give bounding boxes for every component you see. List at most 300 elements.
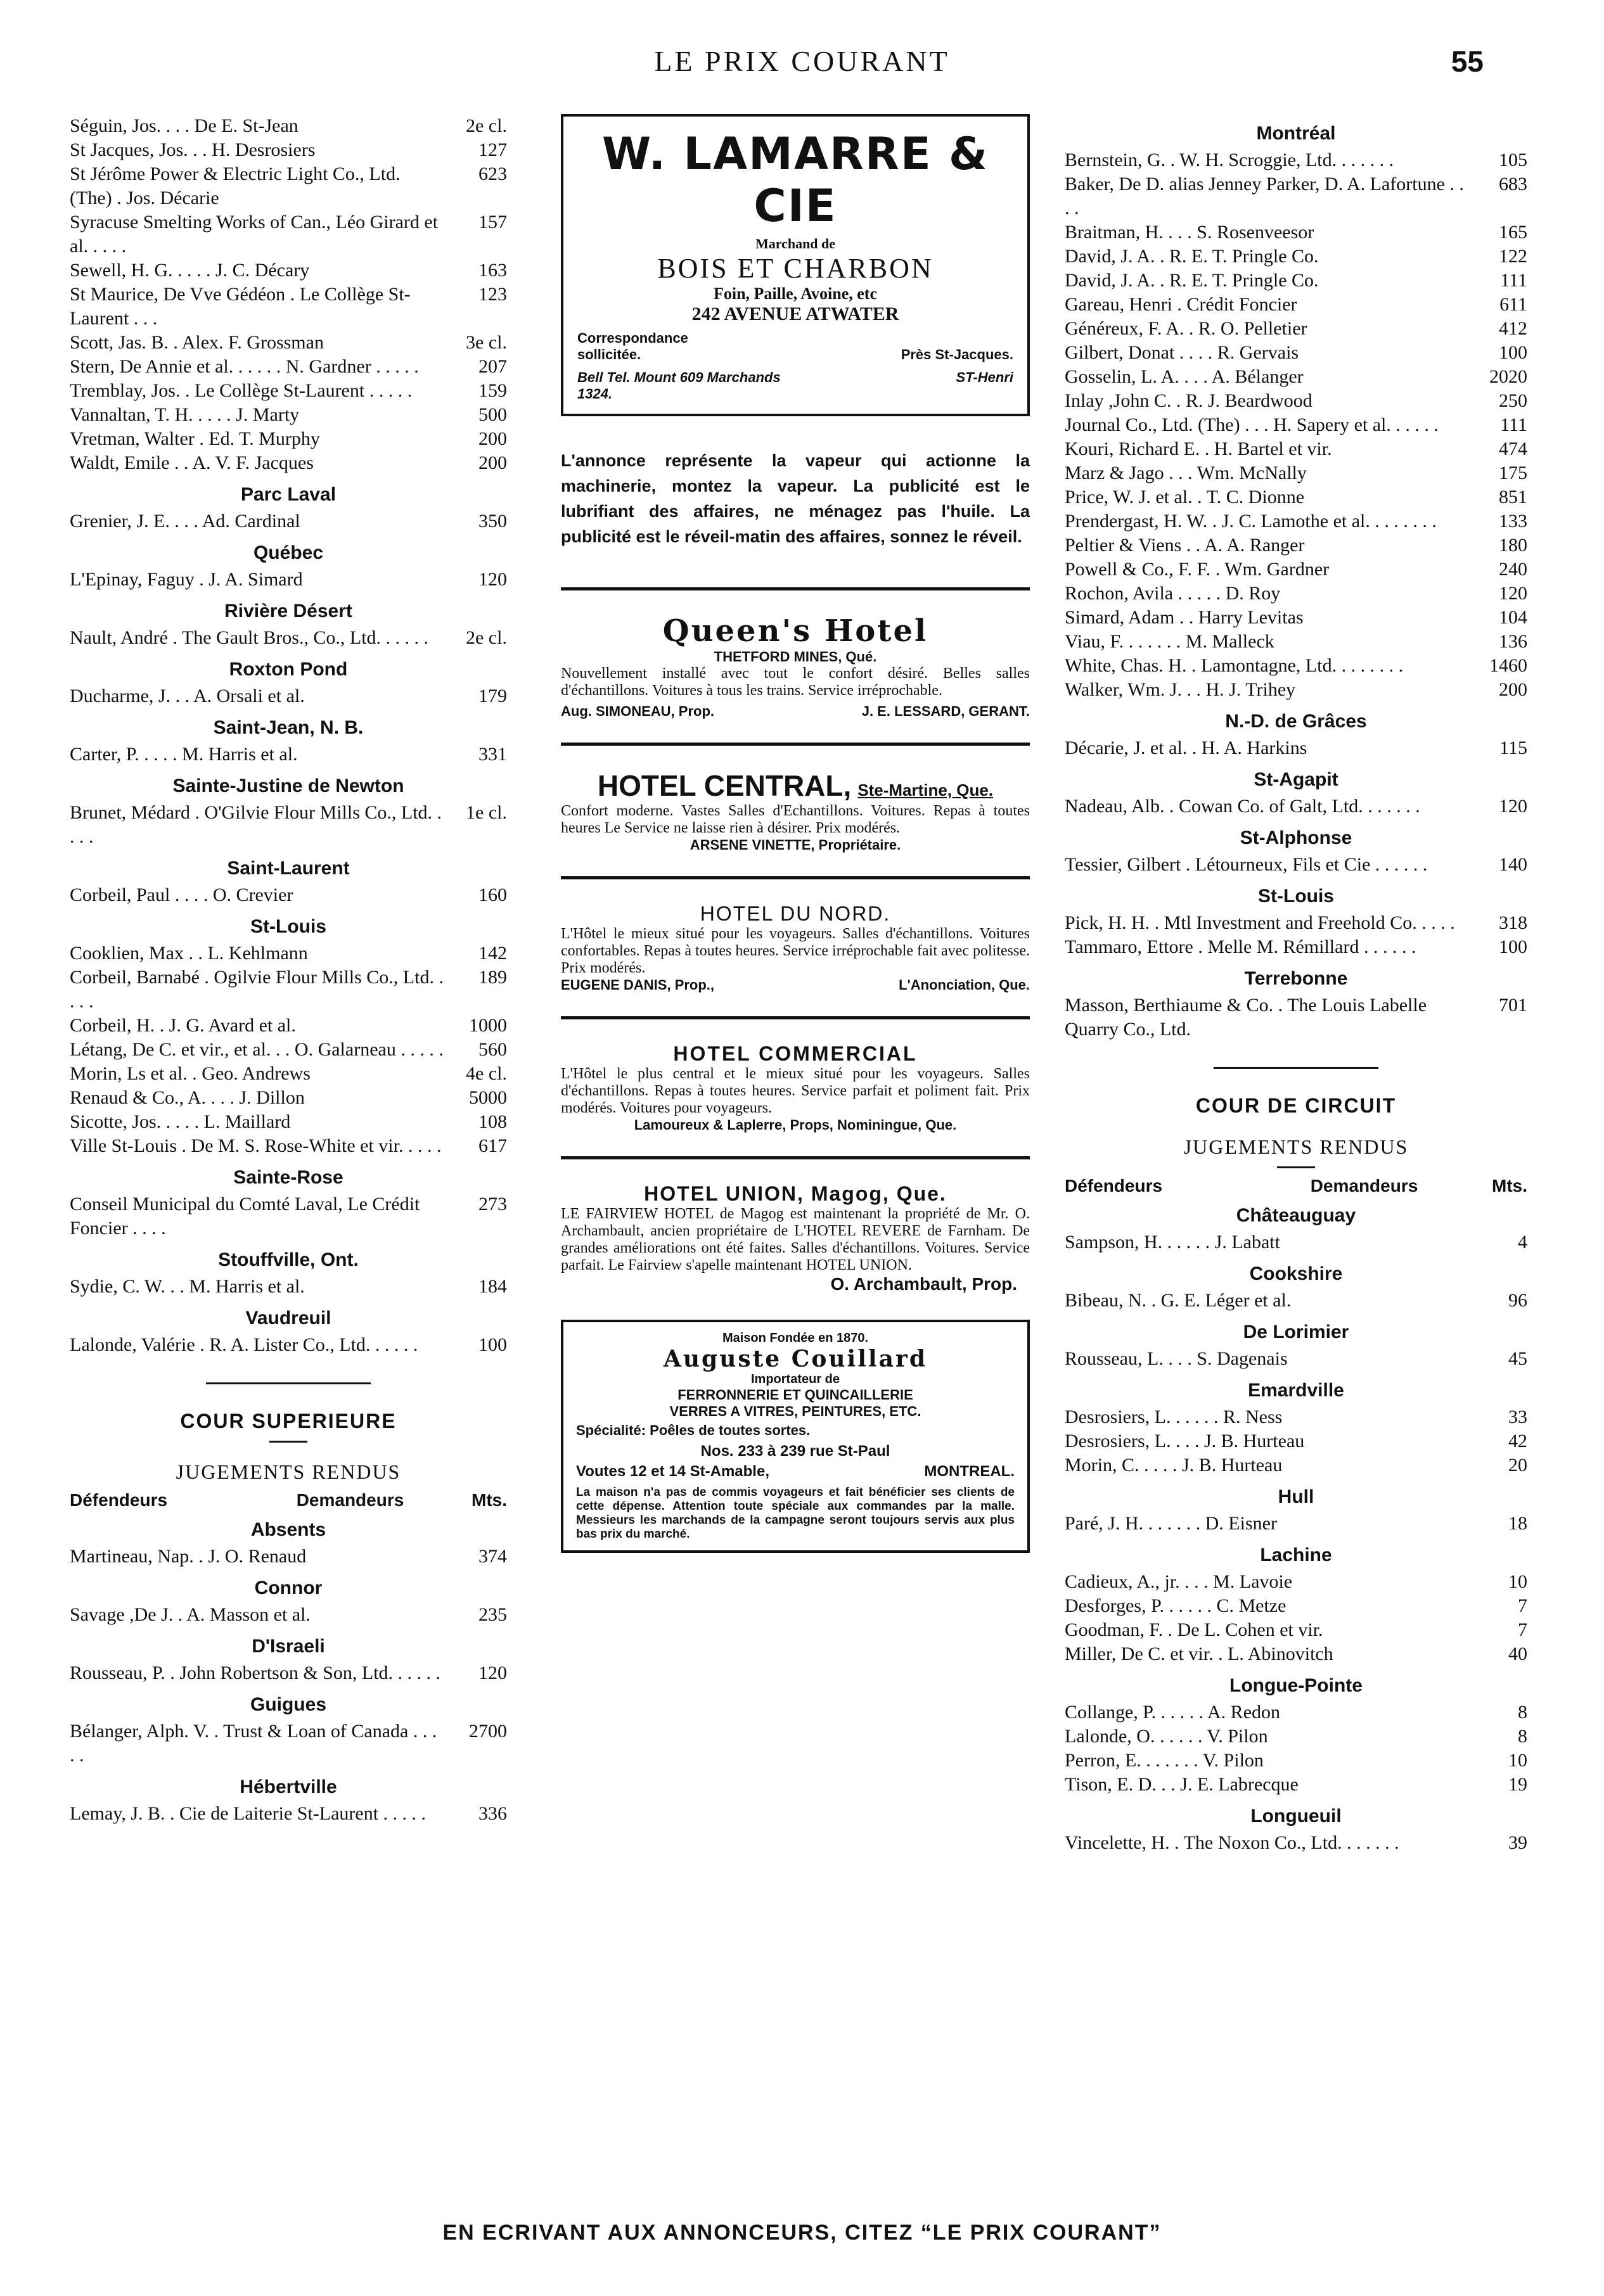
entry-parties: Lemay, J. B. . Cie de Laiterie St-Laurent . . . . .: [70, 1803, 427, 1824]
judgment-entry: [70, 114, 507, 138]
entry-amount: 4e cl.: [466, 1063, 507, 1084]
section-divider: [206, 1382, 371, 1384]
judgment-entry: [70, 1192, 507, 1240]
ad-hotel-union: [561, 1182, 1030, 1294]
entry-parties: Sampson, H. . . . . . J. Labatt: [1065, 1232, 1280, 1253]
entry-parties: Powell & Co., F. F. . Wm. Gardner: [1065, 559, 1330, 580]
entry-amount: 120: [1499, 796, 1527, 817]
entry-parties: Kouri, Richard E. . H. Bartel et vir.: [1065, 438, 1332, 459]
ad-hotel-commercial: [561, 1042, 1030, 1133]
section-divider: [1214, 1067, 1378, 1069]
judgment-entry: [70, 626, 507, 650]
entry-amount: 120: [478, 569, 507, 590]
lamarre-line1: Marchand de: [755, 236, 836, 252]
entry-amount: 560: [478, 1039, 507, 1060]
commercial-name: HOTEL COMMERCIAL: [673, 1042, 918, 1065]
entry-parties: Sydie, C. W. . . M. Harris et al.: [70, 1276, 305, 1297]
entry-parties: Marz & Jago . . . Wm. McNally: [1065, 462, 1307, 483]
place-heading: Vaudreuil: [245, 1308, 331, 1329]
judgment-entry: [1065, 853, 1527, 877]
central-place: Ste-Martine, Que.: [857, 781, 994, 800]
judgment-entry: [70, 162, 507, 210]
entry-parties: Simard, Adam . . Harry Levitas: [1065, 607, 1304, 628]
place-heading: Roxton Pond: [229, 659, 348, 680]
entry-amount: 207: [478, 356, 507, 377]
judgment-entry: [1065, 317, 1527, 341]
judgment-entry: [1065, 582, 1527, 606]
lamarre-line2: BOIS ET CHARBON: [657, 253, 934, 284]
entry-amount: 189: [478, 967, 507, 988]
judgment-entry: [1065, 606, 1527, 630]
judgment-entry: [1065, 293, 1527, 317]
judgment-entry: [1065, 172, 1527, 220]
place-heading: Connor: [254, 1578, 323, 1598]
judgment-entry: [1065, 1289, 1527, 1313]
entry-amount: 33: [1508, 1406, 1527, 1427]
entry-amount: 140: [1499, 854, 1527, 875]
judgment-entry: [70, 966, 507, 1014]
judgment-entry: [70, 1545, 507, 1569]
lamarre-line6b: ST-Henri: [956, 369, 1013, 385]
judgment-entry: [70, 1062, 507, 1086]
entry-amount: 142: [478, 943, 507, 964]
entry-parties: Bernstein, G. . W. H. Scroggie, Ltd. . . . . . .: [1065, 150, 1394, 170]
entry-parties: St Jacques, Jos. . . H. Desrosiers: [70, 139, 316, 160]
entry-parties: Brunet, Médard . O'Gilvie Flour Mills Co., Ltd. . . . .: [70, 802, 442, 847]
place-heading: Saint-Jean, N. B.: [213, 717, 364, 738]
entry-parties: Collange, P. . . . . . A. Redon: [1065, 1702, 1281, 1723]
judgment-entry: [1065, 1831, 1527, 1855]
judgment-entry: [1065, 1700, 1527, 1725]
entry-parties: Prendergast, H. W. . J. C. Lamothe et al. . . . . . . .: [1065, 511, 1437, 532]
entry-parties: White, Chas. H. . Lamontagne, Ltd. . . . . . . .: [1065, 655, 1404, 676]
entry-parties: Vannaltan, T. H. . . . . J. Marty: [70, 404, 300, 425]
judgment-entry: [70, 1134, 507, 1158]
ad-annonce: L'annonce représente la vapeur qui actionne la machinerie, montez la vapeur. La publicité est le lubrifiant des affaires, ne ménagez pas l'huile. La publicité est le réveil-matin des affaires, sonnez le réveil.: [561, 451, 1030, 546]
judgment-entry: [70, 1110, 507, 1134]
entry-parties: Desrosiers, L. . . . J. B. Hurteau: [1065, 1431, 1305, 1451]
couillard-addr2b: MONTREAL.: [924, 1463, 1015, 1480]
judgment-entry: [70, 1333, 507, 1357]
entry-amount: 160: [478, 884, 507, 905]
entry-amount: 240: [1499, 559, 1527, 580]
column-header: Défendeurs: [70, 1490, 168, 1510]
entry-parties: Corbeil, H. . J. G. Avard et al.: [70, 1015, 296, 1036]
place-heading: St-Agapit: [1254, 769, 1338, 790]
lamarre-line5b: Près St-Jacques.: [901, 347, 1013, 362]
entry-parties: Vincelette, H. . The Noxon Co., Ltd. . . . . . .: [1065, 1832, 1399, 1853]
entry-amount: 184: [478, 1276, 507, 1297]
entry-parties: Journal Co., Ltd. (The) . . . H. Sapery et al. . . . . .: [1065, 414, 1439, 435]
judgment-entry: [70, 379, 507, 403]
entry-parties: Walker, Wm. J. . . H. J. Trihey: [1065, 679, 1296, 700]
judgment-entry: [70, 331, 507, 355]
place-heading: Hébertville: [240, 1776, 337, 1797]
entry-amount: 7: [1518, 1619, 1527, 1640]
entry-amount: 1e cl.: [466, 802, 507, 823]
entry-parties: Séguin, Jos. . . . De E. St-Jean: [70, 115, 298, 136]
entry-amount: 175: [1499, 462, 1527, 483]
judgment-entry: [1065, 437, 1527, 461]
entry-parties: Corbeil, Barnabé . Ogilvie Flour Mills Co., Ltd. . . . .: [70, 967, 444, 1012]
entry-parties: David, J. A. . R. E. T. Pringle Co.: [1065, 246, 1319, 267]
entry-amount: 10: [1508, 1571, 1527, 1592]
nord-body: L'Hôtel le mieux situé pour les voyageurs. Salles d'échantillons. Voitures confortables. Repas à toutes heures. Service irréprochable fait avec politesse. Prix modérés.: [561, 926, 1030, 976]
entry-amount: 701: [1499, 995, 1527, 1016]
entry-amount: 18: [1508, 1513, 1527, 1534]
judgment-entry: [70, 403, 507, 427]
short-rule: [1277, 1166, 1315, 1168]
entry-amount: 159: [478, 380, 507, 401]
entry-parties: Masson, Berthiaume & Co. . The Louis Labelle Quarry Co., Ltd.: [1065, 995, 1427, 1040]
entry-amount: 104: [1499, 607, 1527, 628]
place-heading: Cookshire: [1249, 1263, 1343, 1284]
entry-amount: 100: [1499, 936, 1527, 957]
queens-name: Queen's Hotel: [662, 613, 928, 649]
entry-amount: 683: [1499, 174, 1527, 195]
central-body: Confort moderne. Vastes Salles d'Echantillons. Voitures. Repas à toutes heures Le Service ne laisse rien à désirer. Prix modérés.: [561, 803, 1030, 836]
entry-parties: Braitman, H. . . . S. Rosenveesor: [1065, 222, 1314, 243]
ad-queens-hotel: [561, 613, 1030, 720]
entry-amount: 617: [478, 1135, 507, 1156]
entry-amount: 122: [1499, 246, 1527, 267]
place-heading: Montréal: [1256, 123, 1336, 144]
entry-amount: 500: [478, 404, 507, 425]
judgment-entry: [1065, 341, 1527, 365]
ad-divider: [561, 743, 1030, 746]
judgment-entry: [1065, 1642, 1527, 1666]
entry-amount: 40: [1508, 1643, 1527, 1664]
judgment-entry: [70, 451, 507, 475]
judgment-entry: [1065, 1347, 1527, 1371]
entry-parties: Tison, E. D. . . J. E. Labrecque: [1065, 1774, 1299, 1795]
entry-amount: 7: [1518, 1595, 1527, 1616]
entry-amount: 331: [478, 744, 507, 765]
judgment-entry: [70, 1802, 507, 1826]
judgment-entry: [70, 509, 507, 533]
entry-amount: 2020: [1489, 366, 1527, 387]
entry-amount: 250: [1499, 390, 1527, 411]
judgment-entry: [1065, 678, 1527, 702]
entry-parties: Gilbert, Donat . . . . R. Gervais: [1065, 342, 1299, 363]
couillard-founded: Maison Fondée en 1870.: [722, 1331, 869, 1345]
entry-amount: 108: [478, 1111, 507, 1132]
entry-parties: Bélanger, Alph. V. . Trust & Loan of Canada . . . . .: [70, 1721, 437, 1766]
judgment-entry: [1065, 461, 1527, 485]
place-heading: Guigues: [250, 1694, 326, 1715]
entry-parties: Renaud & Co., A. . . . J. Dillon: [70, 1087, 305, 1108]
lamarre-line4: 242 AVENUE ATWATER: [691, 303, 899, 324]
entry-parties: Sewell, H. G. . . . . J. C. Décary: [70, 260, 310, 281]
entry-amount: 127: [478, 139, 507, 160]
entry-amount: 10: [1508, 1750, 1527, 1771]
entry-parties: Scott, Jas. B. . Alex. F. Grossman: [70, 332, 324, 353]
place-heading: Absents: [250, 1519, 326, 1540]
place-heading: Longue-Pointe: [1229, 1675, 1363, 1696]
entry-parties: Goodman, F. . De L. Cohen et vir.: [1065, 1619, 1323, 1640]
place-heading: Parc Laval: [240, 484, 337, 505]
nord-place: L'Anonciation, Que.: [899, 977, 1030, 993]
entry-amount: 200: [478, 452, 507, 473]
entry-amount: 157: [478, 212, 507, 233]
ad-divider: [561, 1156, 1030, 1159]
place-heading: D'Israeli: [252, 1636, 325, 1657]
judgment-entry: [1065, 1725, 1527, 1749]
entry-parties: Baker, De D. alias Jenney Parker, D. A. Lafortune . . . .: [1065, 174, 1464, 219]
entry-amount: 851: [1499, 487, 1527, 507]
ad-divider: [561, 876, 1030, 879]
queens-gerant: J. E. LESSARD, GERANT.: [861, 703, 1030, 719]
entry-amount: 20: [1508, 1455, 1527, 1476]
place-heading: Emardville: [1248, 1380, 1344, 1401]
ad-lamarre: [561, 114, 1030, 416]
judgment-entry: [1065, 993, 1527, 1042]
entry-amount: 200: [1499, 679, 1527, 700]
place-heading: Sainte-Rose: [233, 1167, 343, 1188]
right-column: [1065, 114, 1527, 1855]
place-heading: N.-D. de Grâces: [1225, 711, 1367, 732]
entry-amount: 123: [478, 284, 507, 305]
entry-amount: 120: [1499, 583, 1527, 604]
judgment-entry: [1065, 365, 1527, 389]
judgment-entry: [70, 138, 507, 162]
column-header: Défendeurs: [1065, 1176, 1163, 1196]
entry-amount: 1460: [1489, 655, 1527, 676]
entry-parties: Cooklien, Max . . L. Kehlmann: [70, 943, 308, 964]
judgment-entry: [1065, 148, 1527, 172]
entry-parties: St Maurice, De Vve Gédéon . Le Collège St-Laurent . . .: [70, 284, 411, 329]
lamarre-line5a: Correspondance sollicitée.: [577, 330, 688, 362]
entry-amount: 412: [1499, 318, 1527, 339]
entry-parties: Syracuse Smelting Works of Can., Léo Girard et al. . . . .: [70, 212, 439, 257]
couillard-note: La maison n'a pas de commis voyageurs et fait bénéficier ses clients de cette dépense. Attention toute spéciale aux commandes par la malle. Messieurs les marchands de la campagne seront toujours servis aux plus bas prix du marché.: [576, 1486, 1015, 1541]
entry-parties: Martineau, Nap. . J. O. Renaud: [70, 1546, 307, 1567]
judgment-entry: [70, 1086, 507, 1110]
entry-parties: Gareau, Henri . Crédit Foncier: [1065, 294, 1297, 315]
judgment-entry: [70, 258, 507, 283]
column-header: Mts.: [1492, 1176, 1527, 1196]
judgment-entry: [1065, 1453, 1527, 1477]
entry-parties: Lalonde, Valérie . R. A. Lister Co., Ltd. . . . . .: [70, 1334, 418, 1355]
entry-parties: Perron, E. . . . . . . V. Pilon: [1065, 1750, 1264, 1771]
judgment-entry: [1065, 630, 1527, 654]
entry-amount: 96: [1508, 1290, 1527, 1311]
entry-amount: 179: [478, 686, 507, 706]
entry-parties: Viau, F. . . . . . . M. Malleck: [1065, 631, 1274, 652]
entry-amount: 5000: [469, 1087, 507, 1108]
central-prop: ARSENE VINETTE, Propriétaire.: [690, 837, 901, 853]
judgment-entry: [70, 941, 507, 966]
entry-parties: Desforges, P. . . . . . C. Metze: [1065, 1595, 1286, 1616]
entry-amount: 136: [1499, 631, 1527, 652]
ad-couillard: [561, 1320, 1030, 1553]
entry-amount: 336: [478, 1803, 507, 1824]
judgment-entry: [1065, 509, 1527, 533]
judgment-entry: [1065, 794, 1527, 819]
couillard-addr2a: Voutes 12 et 14 St-Amable,: [576, 1463, 769, 1480]
entry-parties: Rochon, Avila . . . . . D. Roy: [1065, 583, 1281, 604]
entry-parties: Tammaro, Ettore . Melle M. Rémillard . . . . . .: [1065, 936, 1416, 957]
entry-parties: Rousseau, L. . . . S. Dagenais: [1065, 1348, 1288, 1369]
judgment-entry: [70, 1661, 507, 1685]
central-name: HOTEL CENTRAL,: [597, 769, 852, 802]
judgment-entry: [1065, 911, 1527, 935]
commercial-prop: Lamoureux & Laplerre, Props, Nominingue, Que.: [634, 1117, 957, 1133]
place-heading: Châteauguay: [1236, 1205, 1356, 1226]
entry-amount: 4: [1518, 1232, 1527, 1253]
entry-parties: Nault, André . The Gault Bros., Co., Ltd. . . . . .: [70, 627, 429, 648]
judgment-entry: [70, 1038, 507, 1062]
entry-parties: Rousseau, P. . John Robertson & Son, Ltd. . . . . .: [70, 1662, 441, 1683]
judgment-entry: [1065, 1570, 1527, 1594]
judgment-entry: [1065, 1429, 1527, 1453]
judgment-entry: [1065, 533, 1527, 558]
entry-amount: 133: [1499, 511, 1527, 532]
entry-amount: 39: [1508, 1832, 1527, 1853]
judgment-entry: [70, 684, 507, 708]
entry-parties: David, J. A. . R. E. T. Pringle Co.: [1065, 270, 1319, 291]
entry-amount: 200: [478, 428, 507, 449]
couillard-name: Auguste Couillard: [663, 1346, 928, 1372]
entry-parties: Morin, C. . . . . J. B. Hurteau: [1065, 1455, 1283, 1476]
place-heading: Sainte-Justine de Newton: [172, 775, 404, 796]
place-heading: St-Louis: [1258, 886, 1334, 907]
judgment-entry: [70, 210, 507, 258]
judgment-entry: [1065, 1512, 1527, 1536]
couillard-line2: VERRES A VITRES, PEINTURES, ETC.: [669, 1403, 921, 1419]
union-body: LE FAIRVIEW HOTEL de Magog est maintenant la propriété de Mr. O. Archambault, ancien propriétaire de L'HOTEL REVERE de Farnham. De grandes améliorations ont été faites. Salles d'échantillons. Voitures. Service parfait. Le Fairview s'apelle maintenant HOTEL UNION.: [561, 1206, 1030, 1273]
column-headers: [70, 1490, 507, 1510]
entry-amount: 111: [1500, 414, 1527, 435]
judgment-entry: [70, 1014, 507, 1038]
entry-amount: 474: [1499, 438, 1527, 459]
nord-prop: EUGENE DANIS, Prop.,: [561, 977, 715, 993]
ad-divider: [561, 1016, 1030, 1019]
entry-amount: 115: [1499, 737, 1527, 758]
entry-amount: 42: [1508, 1431, 1527, 1451]
couillard-addr1: Nos. 233 à 239 rue St-Paul: [700, 1443, 890, 1460]
queens-prop: Aug. SIMONEAU, Prop.: [561, 703, 714, 719]
entry-parties: Gosselin, L. A. . . . A. Bélanger: [1065, 366, 1304, 387]
place-heading: De Lorimier: [1243, 1322, 1349, 1343]
judgment-entry: [1065, 654, 1527, 678]
judgment-entry: [1065, 558, 1527, 582]
section-subtitle: JUGEMENTS RENDUS: [176, 1460, 401, 1483]
place-heading: Terrebonne: [1244, 968, 1348, 989]
entry-amount: 120: [478, 1662, 507, 1683]
lamarre-line6a: Bell Tel. Mount 609 Marchands 1324.: [577, 369, 781, 402]
entry-parties: Savage ,De J. . A. Masson et al.: [70, 1604, 311, 1625]
short-rule: [269, 1441, 307, 1443]
commercial-body: L'Hôtel le plus central et le mieux situé pour les voyageurs. Salles d'échantillons. Repas à toutes heures. Service parfait et poliment fait. Prix modérés. Voitures pour voyageurs.: [561, 1066, 1030, 1116]
judgment-entry: [1065, 1594, 1527, 1618]
queens-place: THETFORD MINES, Qué.: [714, 649, 877, 665]
place-heading: Hull: [1278, 1486, 1314, 1507]
entry-amount: 19: [1508, 1774, 1527, 1795]
place-heading: St-Alphonse: [1240, 827, 1352, 848]
entry-amount: 2e cl.: [466, 115, 507, 136]
ad-hotel-du-nord: [561, 902, 1030, 993]
place-heading: Stouffville, Ont.: [218, 1249, 359, 1270]
entry-parties: Létang, De C. et vir., et al. . . O. Galarneau . . . . .: [70, 1039, 444, 1060]
entry-parties: Desrosiers, L. . . . . . R. Ness: [1065, 1406, 1283, 1427]
column-headers: [1065, 1176, 1527, 1196]
entry-amount: 163: [478, 260, 507, 281]
entry-parties: Cadieux, A., jr. . . . M. Lavoie: [1065, 1571, 1293, 1592]
ad-hotel-central: [561, 769, 1030, 853]
middle-column-ads: [561, 114, 1030, 1553]
entry-parties: Tessier, Gilbert . Létourneux, Fils et Cie . . . . . .: [1065, 854, 1428, 875]
place-heading: Lachine: [1260, 1545, 1332, 1566]
judgment-entry: [70, 743, 507, 767]
entry-amount: 2e cl.: [466, 627, 507, 648]
entry-amount: 611: [1499, 294, 1527, 315]
union-name: HOTEL UNION, Magog, Que.: [644, 1182, 947, 1205]
entry-parties: Décarie, J. et al. . H. A. Harkins: [1065, 737, 1307, 758]
entry-amount: 273: [478, 1194, 507, 1215]
entry-parties: St Jérôme Power & Electric Light Co., Ltd. (The) . Jos. Décarie: [70, 163, 401, 208]
judgment-entry: [1065, 1773, 1527, 1797]
entry-parties: Conseil Municipal du Comté Laval, Le Crédit Foncier . . . .: [70, 1194, 420, 1239]
judgment-entry: [1065, 485, 1527, 509]
entry-parties: Grenier, J. E. . . . Ad. Cardinal: [70, 511, 300, 532]
entry-parties: Pick, H. H. . Mtl Investment and Freehold Co. . . . .: [1065, 912, 1455, 933]
queens-body: Nouvellement installé avec tout le confort désiré. Belles salles d'échantillons. Voitures à tous les trains. Service irréprochable.: [561, 665, 1030, 699]
judgment-entry: [1065, 1405, 1527, 1429]
entry-parties: Lalonde, O. . . . . . V. Pilon: [1065, 1726, 1268, 1747]
judgment-entry: [70, 427, 507, 451]
entry-parties: Vretman, Walter . Ed. T. Murphy: [70, 428, 320, 449]
place-heading: Rivière Désert: [224, 601, 352, 622]
entry-parties: Peltier & Viens . . A. A. Ranger: [1065, 535, 1305, 556]
union-prop: O. Archambault, Prop.: [830, 1274, 1017, 1294]
entry-parties: Carter, P. . . . . M. Harris et al.: [70, 744, 298, 765]
ad-divider: [561, 587, 1030, 590]
entry-amount: 45: [1508, 1348, 1527, 1369]
footer-notice: EN ECRIVANT AUX ANNONCEURS, CITEZ “LE PRIX COURANT”: [442, 2221, 1162, 2245]
lamarre-line3: Foin, Paille, Avoine, etc: [713, 284, 878, 303]
entry-parties: Stern, De Annie et al. . . . . . N. Gardner . . . . .: [70, 356, 419, 377]
entry-parties: Ducharme, J. . . A. Orsali et al.: [70, 686, 305, 706]
entry-amount: 8: [1518, 1702, 1527, 1723]
entry-amount: 350: [478, 511, 507, 532]
entry-amount: 623: [478, 163, 507, 184]
couillard-specialite: Spécialité: Poêles de toutes sortes.: [576, 1422, 811, 1438]
entry-amount: 100: [1499, 342, 1527, 363]
entry-amount: 1000: [469, 1015, 507, 1036]
couillard-importer: Importateur de: [750, 1372, 840, 1386]
judgment-entry: [70, 355, 507, 379]
entry-parties: Inlay ,John C. . R. J. Beardwood: [1065, 390, 1312, 411]
judgment-entry: [1065, 245, 1527, 269]
entry-parties: Morin, Ls et al. . Geo. Andrews: [70, 1063, 311, 1084]
entry-amount: 235: [478, 1604, 507, 1625]
entry-parties: Sicotte, Jos. . . . . L. Maillard: [70, 1111, 291, 1132]
entry-parties: Généreux, F. A. . R. O. Pelletier: [1065, 318, 1307, 339]
entry-amount: 318: [1499, 912, 1527, 933]
entry-amount: 165: [1499, 222, 1527, 243]
entry-parties: Waldt, Emile . . A. V. F. Jacques: [70, 452, 314, 473]
entry-amount: 111: [1500, 270, 1527, 291]
entry-parties: Nadeau, Alb. . Cowan Co. of Galt, Ltd. . . . . . .: [1065, 796, 1420, 817]
entry-amount: 3e cl.: [466, 332, 507, 353]
judgment-entry: [70, 1275, 507, 1299]
judgment-entry: [70, 883, 507, 907]
entry-amount: 105: [1499, 150, 1527, 170]
judgment-entry: [1065, 1749, 1527, 1773]
column-header: Demandeurs: [1310, 1176, 1418, 1196]
entry-amount: 374: [478, 1546, 507, 1567]
